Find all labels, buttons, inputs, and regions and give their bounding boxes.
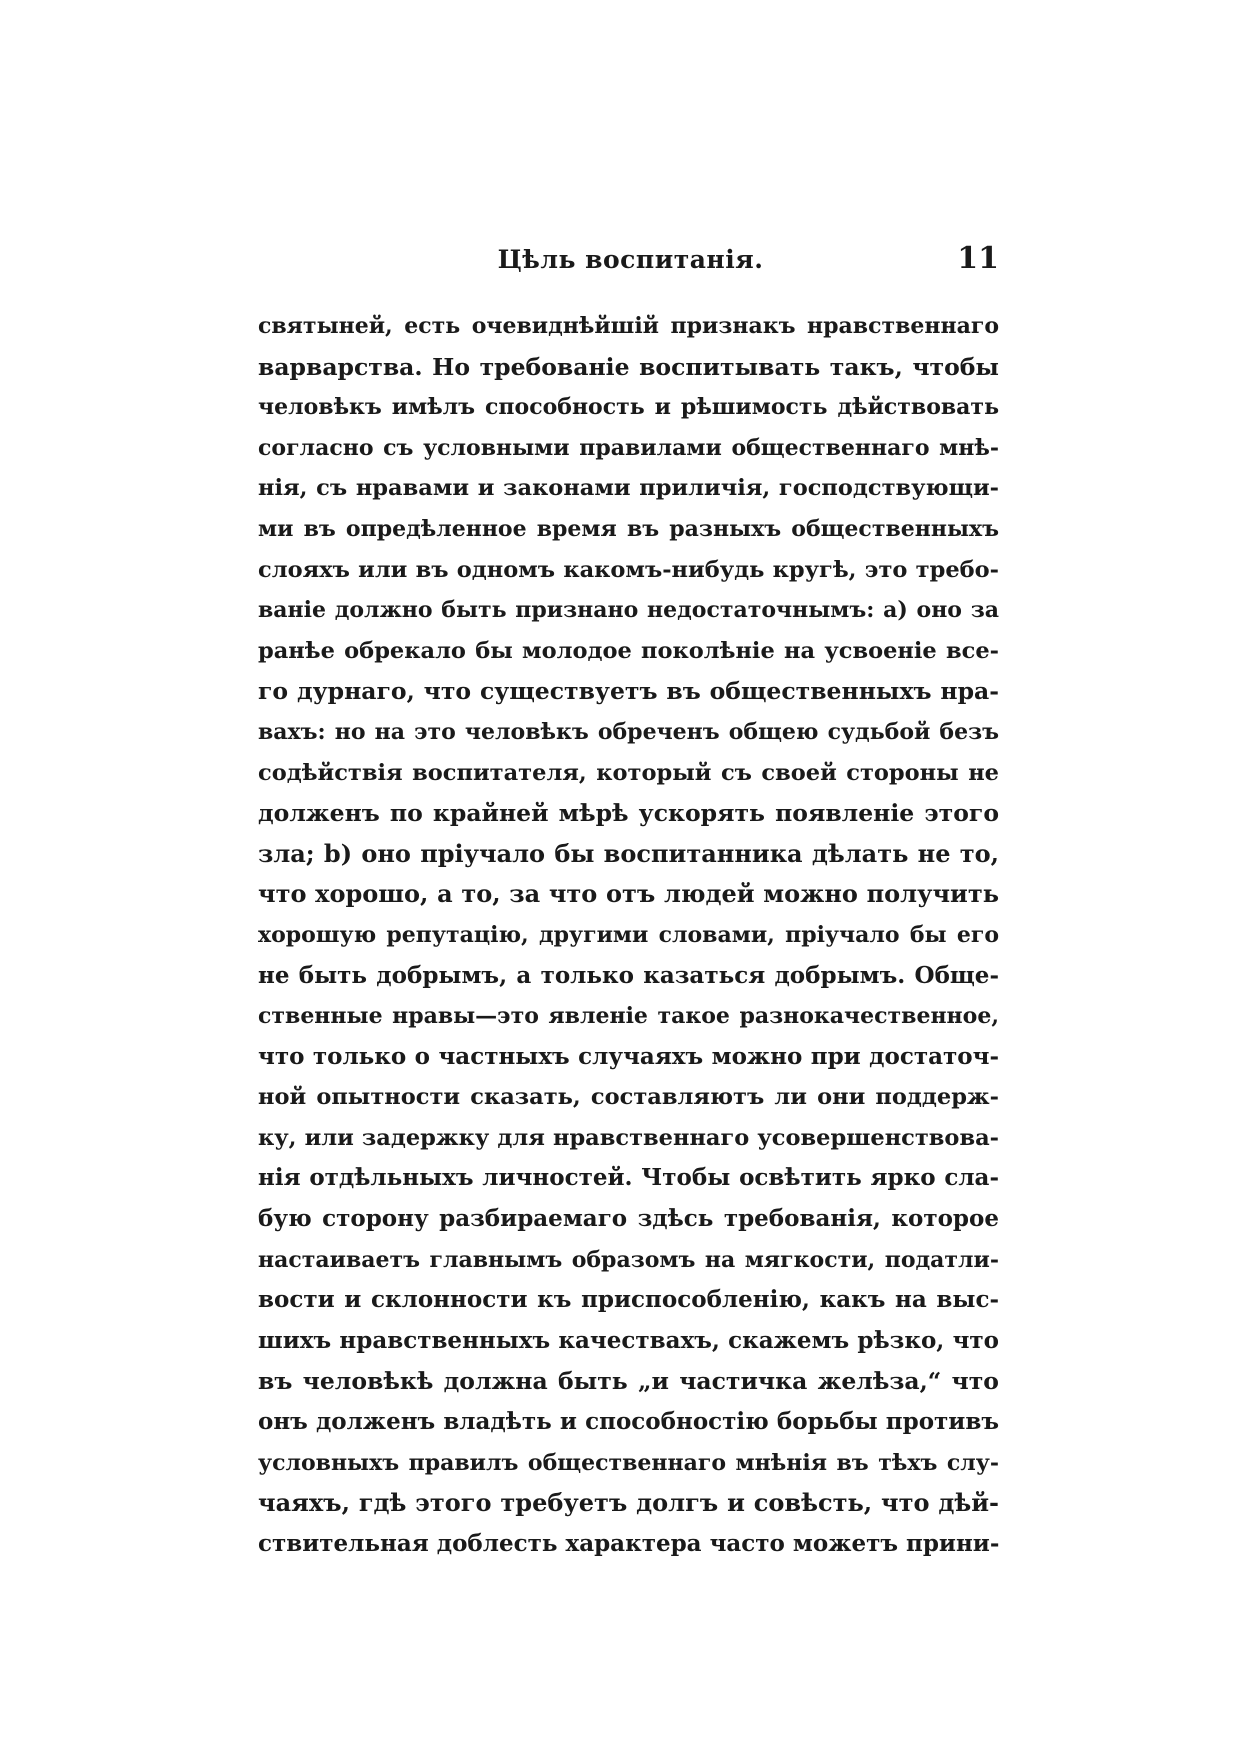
text-line: чаяхъ, гдѣ этого требуетъ долгъ и совѣсть, что дѣй- [258, 1488, 999, 1518]
text-line: го дурнаго, что существуетъ въ общественныхъ нра- [258, 677, 999, 706]
text-line: человѣкъ имѣлъ способность и рѣшимость дѣйствовать [258, 394, 999, 421]
text-line: долженъ по крайней мѣрѣ ускорять появленіе этого [258, 799, 999, 828]
text-line: ствительная доблесть характера часто можетъ прини- [258, 1529, 999, 1557]
text-line: что хорошо, а то, за что отъ людей можно получить [258, 879, 999, 909]
text-line: въ человѣкѣ должна быть „и частичка желѣза,“ что [258, 1367, 999, 1396]
text-line: варварства. Но требованіе воспитывать такъ, чтобы [258, 352, 999, 381]
text-line: вахъ: но на это человѣкъ обреченъ общею судьбой безъ [258, 718, 999, 745]
text-line: ственные нравы—это явленіе такое разнокачественное, [258, 1003, 999, 1030]
text-line: ми въ опредѣленное время въ разныхъ общественныхъ [258, 515, 999, 542]
text-line: слояхъ или въ одномъ какомъ-нибудь кругѣ, это требо- [258, 556, 999, 583]
text-line: вости и склонности къ приспособленію, какъ на выс- [258, 1286, 999, 1314]
text-line: ной опытности сказать, составляютъ ли они поддерж- [258, 1084, 999, 1111]
text-line: хорошую репутацію, другими словами, пріучало бы его [258, 921, 999, 948]
text-line: настаиваетъ главнымъ образомъ на мягкости, податли- [258, 1246, 999, 1273]
text-line: условныхъ правилъ общественнаго мнѣнія въ тѣхъ слу- [258, 1449, 999, 1476]
text-line: ку, или задержку для нравственнаго усовершенствова- [258, 1124, 999, 1151]
text-line: не быть добрымъ, а только казаться добрымъ. Обще- [258, 961, 999, 989]
text-line: шихъ нравственныхъ качествахъ, скажемъ рѣзко, что [258, 1326, 999, 1354]
text-line: нія, съ нравами и законами приличія, господствующи- [258, 475, 999, 502]
text-line: ранѣе обрекало бы молодое поколѣніе на усвоеніе все- [258, 637, 999, 664]
text-line: святыней, есть очевиднѣйшій признакъ нравственнаго [258, 313, 999, 339]
text-line: ваніе должно быть признано недостаточнымъ: а) оно за [258, 597, 999, 624]
text-line: содѣйствія воспитателя, который съ своей стороны не [258, 759, 999, 786]
text-line: зла; b) оно пріучало бы воспитанника дѣлать не то, [258, 838, 999, 868]
chapter-title: Цѣль воспитанія. [497, 245, 764, 274]
text-line: что только о частныхъ случаяхъ можно при достаточ- [258, 1042, 999, 1070]
text-line: нія отдѣльныхъ личностей. Чтобы освѣтить ярко сла- [258, 1164, 999, 1192]
text-line: согласно съ условными правилами общественнаго мнѣ- [258, 434, 999, 461]
text-line: онъ долженъ владѣть и способностію борьбы противъ [258, 1408, 999, 1436]
text-line: бую сторону разбираемаго здѣсь требованія, которое [258, 1205, 999, 1233]
running-head [262, 241, 999, 284]
body-text [258, 306, 999, 1564]
page-number: 11 [957, 241, 999, 276]
